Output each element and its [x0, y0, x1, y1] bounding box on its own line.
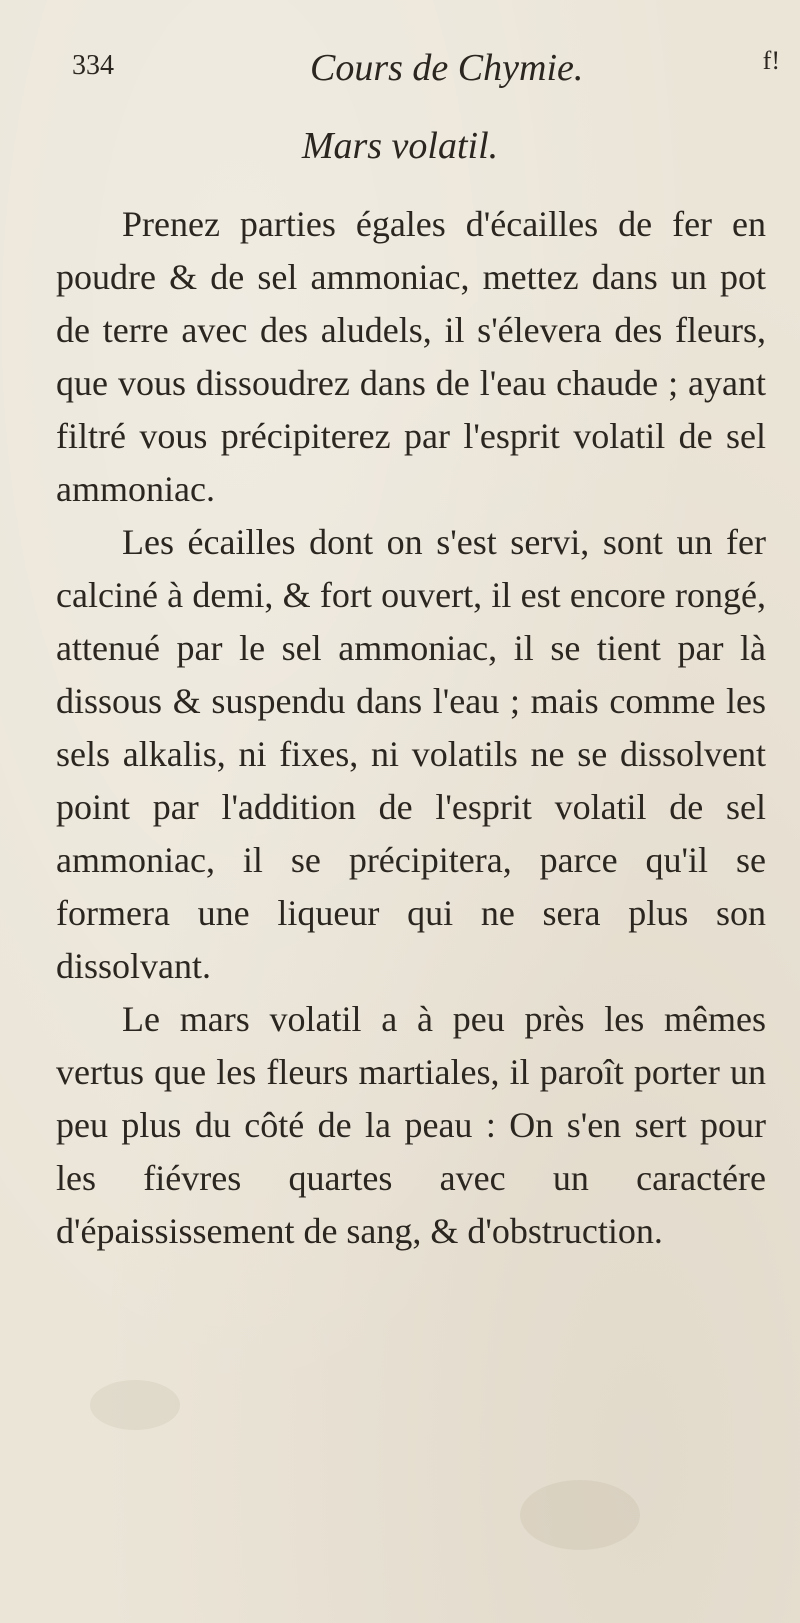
paragraph: Prenez parties égales d'écailles de fer en poudre & de sel ammoniac, mettez dans un pot de terre avec des aludels, il s'élevera des fleurs, que vous dissoudrez dans de l'eau chaude ; ayant filtré vous précipiterez par l'esprit volatil de sel ammoniac.	[56, 204, 766, 509]
paragraph: Les écailles dont on s'est servi, sont un fer calciné à demi, & fort ouvert, il est encore rongé, attenué par le sel ammoniac, il se tient par là dissous & suspendu dans l'eau ; mais comme les sels alkalis, ni fixes, ni volatils ne se dissolvent point par l'addition de l'esprit volatil de sel ammoniac, il se précipitera, parce qu'il se formera une liqueur qui ne sera plus son dissolvant.	[56, 522, 766, 986]
corner-mark: f!	[762, 46, 780, 75]
paper-stain	[520, 1480, 640, 1550]
page-header	[72, 46, 788, 106]
paper-stain	[90, 1380, 180, 1430]
paragraph: Le mars volatil a à peu près les mêmes vertus que les fleurs martiales, il paroît porter un peu plus du côté de la peau : On s'en sert pour les fiévres quartes avec un caractére d'épaississement de sang, & d'obstruction.	[56, 999, 766, 1251]
section-title: Mars volatil.	[301, 125, 499, 167]
page-number: 334	[72, 50, 114, 81]
body-text	[56, 198, 766, 1258]
running-title: Cours de Chymie.	[310, 47, 584, 89]
